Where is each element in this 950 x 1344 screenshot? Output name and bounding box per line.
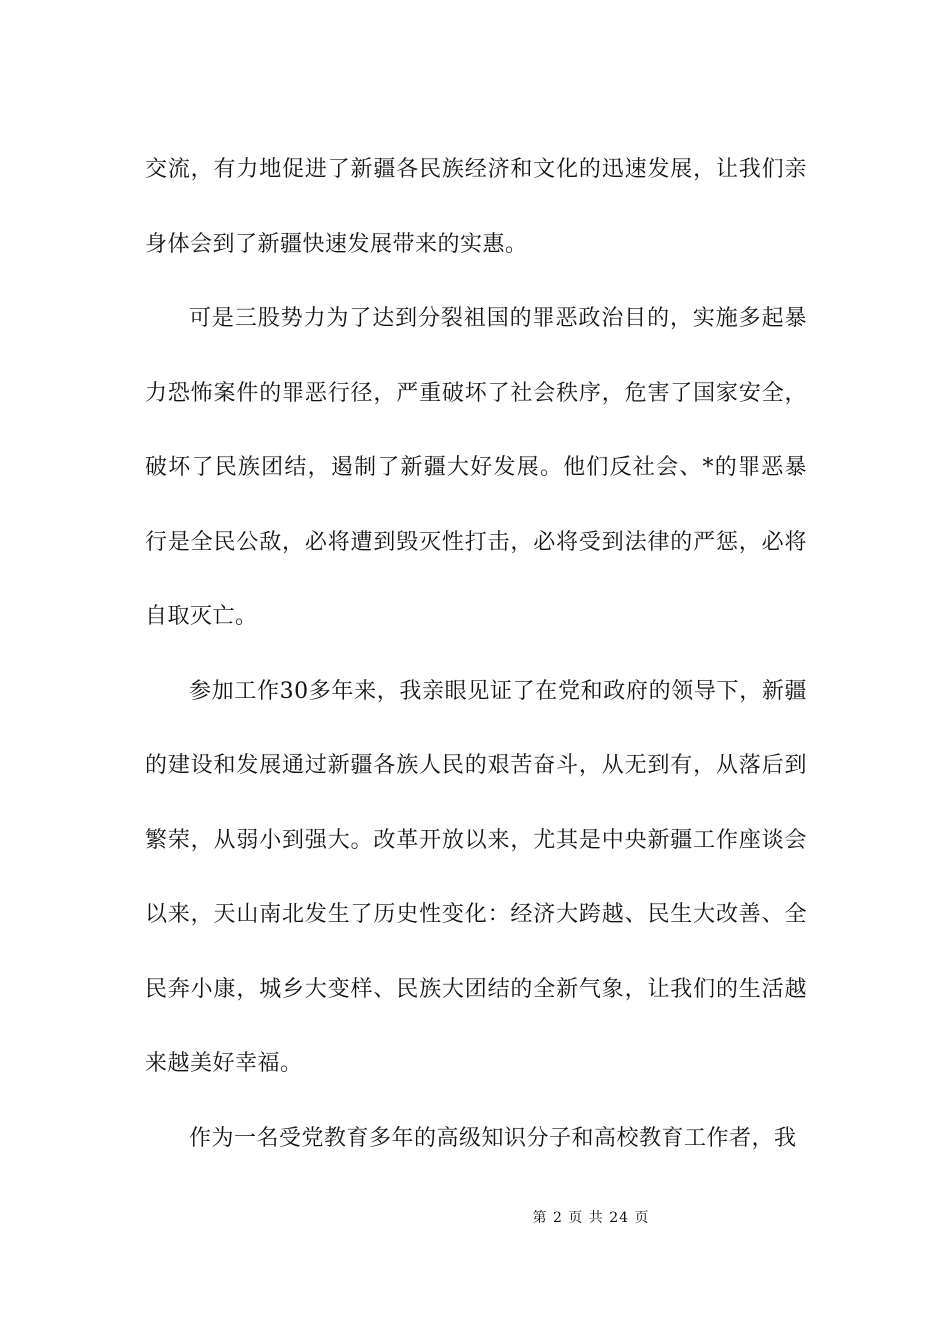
page-number: 第 2 页 共 24 页 xyxy=(532,1210,650,1226)
paragraph-4: 作为一名受党教育多年的高级知识分子和高校教育工作者，我 xyxy=(189,1125,797,1151)
document-body xyxy=(145,133,807,1176)
paragraph-2: 可是三股势力为了达到分裂祖国的罪恶政治目的，实施多起暴力恐怖案件的罪恶行径，严重破坏了社会秩序，危害了国家安全，破坏了民族团结，遏制了新疆大好发展。他们反社会、*的罪恶暴行是全民公敌，必将遭到毁灭性打击，必将受到法律的严惩，必将自取灭亡。 xyxy=(145,306,807,629)
page-footer xyxy=(0,1207,950,1227)
paragraph-1: 交流，有力地促进了新疆各民族经济和文化的迅速发展，让我们亲身体会到了新疆快速发展带来的实惠。 xyxy=(145,157,807,257)
paragraph-3: 参加工作30多年来，我亲眼见证了在党和政府的领导下，新疆的建设和发展通过新疆各族人民的艰苦奋斗，从无到有，从落后到繁荣，从弱小到强大。改革开放以来，尤其是中央新疆工作座谈会以来，天山南北发生了历史性变化：经济大跨越、民生大改善、全民奔小康，城乡大变样、民族大团结的全新气象，让我们的生活越来越美好幸福。 xyxy=(145,678,807,1076)
